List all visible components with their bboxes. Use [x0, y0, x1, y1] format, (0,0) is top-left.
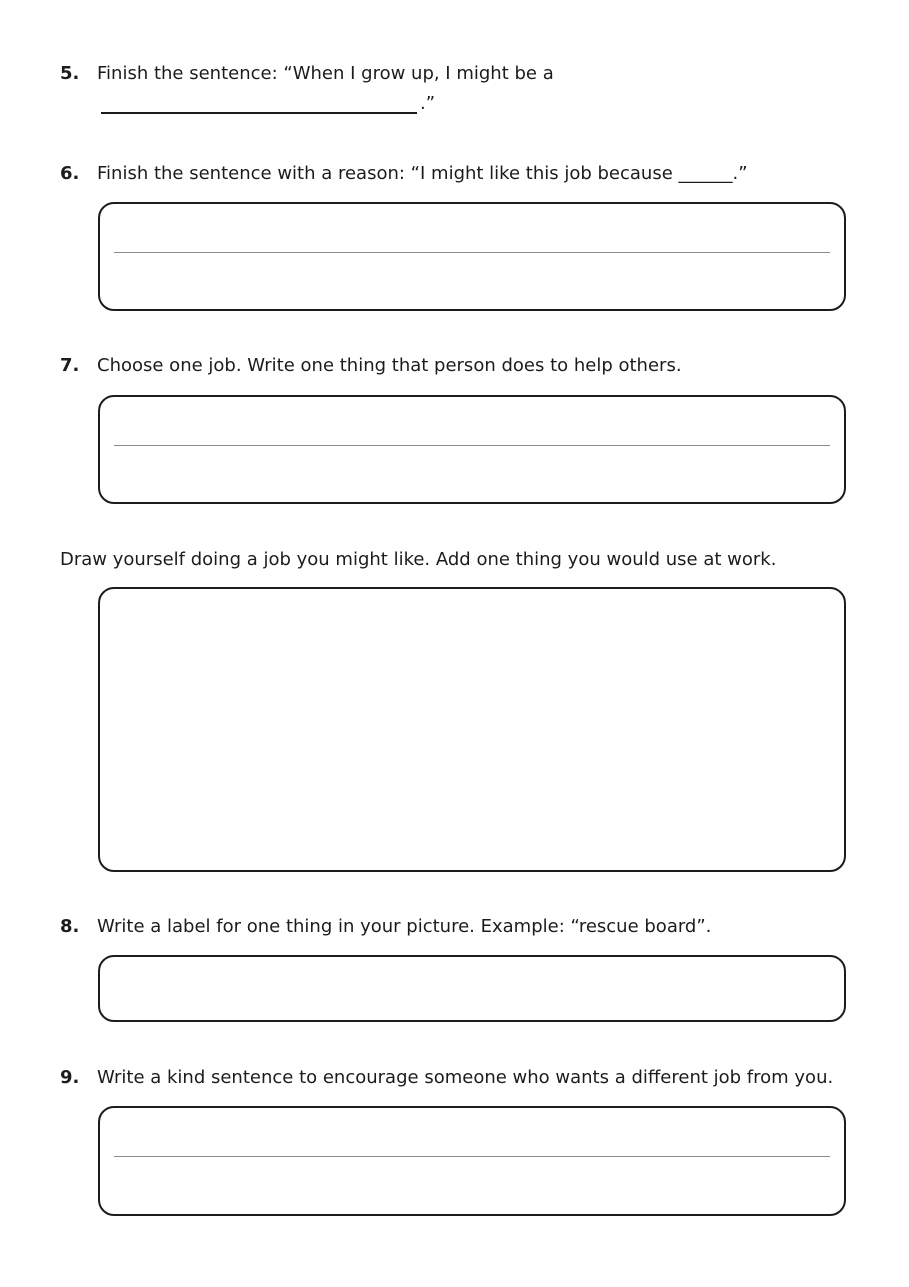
answer-box-6[interactable] [98, 202, 846, 311]
drawing-box[interactable] [98, 587, 846, 872]
question-number: 7. [60, 355, 80, 376]
question-6 [60, 162, 748, 186]
question-text: Finish the sentence: “When I grow up, I might be a [97, 63, 554, 84]
closing-quote: .” [420, 93, 436, 114]
answer-box-9[interactable] [98, 1106, 846, 1216]
question-number: 6. [60, 163, 80, 184]
question-text: Choose one job. Write one thing that person does to help others. [97, 355, 682, 376]
question-text: Finish the sentence with a reason: “I might like this job because ______.” [97, 163, 748, 184]
writing-line [114, 252, 830, 253]
writing-line [114, 1156, 830, 1157]
question-5 [60, 62, 554, 86]
answer-blank-line[interactable] [101, 112, 417, 114]
writing-line [114, 445, 830, 446]
answer-box-8[interactable] [98, 955, 846, 1022]
question-number: 9. [60, 1067, 80, 1088]
question-9 [60, 1066, 833, 1090]
question-text: Write a kind sentence to encourage someone who wants a different job from you. [97, 1067, 834, 1088]
question-8 [60, 915, 711, 939]
question-number: 8. [60, 916, 80, 937]
question-number: 5. [60, 63, 80, 84]
question-7 [60, 354, 682, 378]
answer-box-7[interactable] [98, 395, 846, 504]
question-text: Write a label for one thing in your picture. Example: “rescue board”. [97, 916, 712, 937]
drawing-prompt: Draw yourself doing a job you might like. Add one thing you would use at work. [60, 549, 777, 570]
